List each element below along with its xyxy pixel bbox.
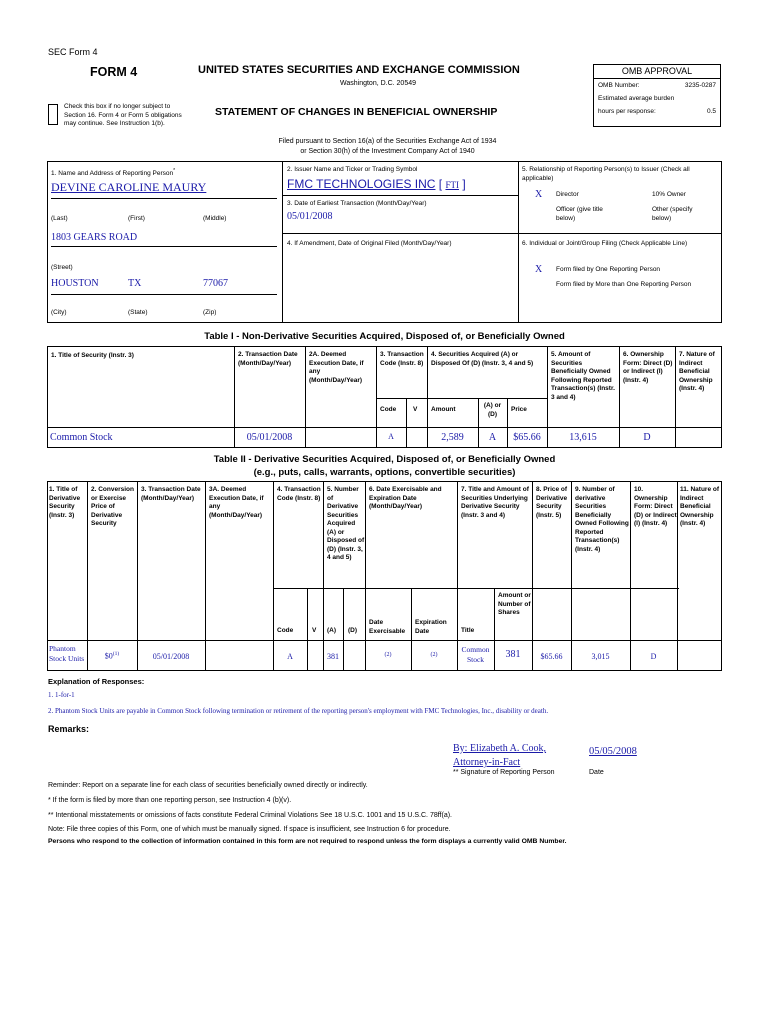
t2-row-exercisable: (2) bbox=[384, 652, 392, 658]
form-title: FORM 4 bbox=[90, 65, 138, 79]
signature-label: ** Signature of Reporting Person bbox=[453, 769, 555, 776]
reminder-text: Reminder: Report on a separate line for each class of securities beneficially owned directly or indirectly. bbox=[48, 782, 368, 789]
director-label: Director bbox=[556, 191, 579, 198]
t1-sub-code: Code bbox=[380, 406, 397, 413]
t1-h1: 1. Title of Security (Instr. 3) bbox=[51, 352, 134, 359]
t2-h9: 9. Number of derivative Securities Beneficially Owned Following Reported Transaction(s) (Instr. 4) bbox=[575, 486, 629, 553]
t2-h11: 11. Nature of Indirect Beneficial Ownership (Instr. 4) bbox=[680, 486, 720, 527]
t1-sub-aord: (A) or (D) bbox=[483, 402, 502, 418]
issuer-label: 2. Issuer Name and Ticker or Trading Symbol bbox=[287, 166, 418, 173]
t2-h10: 10. Ownership Form: Direct (D) or Indirect (I) (Instr. 4) bbox=[634, 486, 677, 527]
state-label: (State) bbox=[128, 309, 148, 316]
omb-hours-label: hours per response: bbox=[598, 108, 656, 115]
omb-hours: 0.5 bbox=[706, 108, 716, 115]
commission-title: UNITED STATES SECURITIES AND EXCHANGE COMMISSION bbox=[198, 64, 520, 76]
omb-approval-title: OMB APPROVAL bbox=[594, 65, 720, 79]
issuer-name: FMC TECHNOLOGIES INC [ FTI ] bbox=[287, 177, 466, 191]
t2-sub-expiration: Expiration Date bbox=[415, 619, 447, 635]
checkbox-instruction: Check this box if no longer subject to Section 16. Form 4 or Form 5 obligations may continue. See Instruction 1(b). bbox=[64, 103, 182, 127]
table2-title: Table II - Derivative Securities Acquired, Disposed of, or Beneficially Owned (e.g., puts, calls, warrants, options, convertible securities) bbox=[213, 454, 556, 478]
last-label: (Last) bbox=[51, 215, 68, 222]
explanation-item-1: 1. 1-for-1 bbox=[48, 691, 75, 699]
t1-h2a: 2A. Deemed Execution Date, if any (Month/Day/Year) bbox=[309, 351, 364, 384]
t2-row-date: 05/01/2008 bbox=[152, 652, 190, 661]
street-label: (Street) bbox=[51, 264, 73, 271]
t1-row-owned: 13,615 bbox=[569, 432, 597, 443]
t2-h3: 3. Transaction Date (Month/Day/Year) bbox=[141, 486, 201, 502]
middle-label: (Middle) bbox=[203, 215, 227, 222]
t2-row-conversion: $0$^{(1)}$ bbox=[104, 651, 120, 661]
zip: 77067 bbox=[203, 278, 228, 289]
t1-row-title: Common Stock bbox=[50, 432, 113, 443]
t2-h7: 7. Title and Amount of Securities Underlying Derivative Security (Instr. 3 and 4) bbox=[461, 486, 529, 519]
t2-h5: 5. Number of Derivative Securities Acquired (A) or Disposed of (D) (Instr. 3, 4 and 5) bbox=[327, 486, 365, 561]
one-person-label: Form filed by One Reporting Person bbox=[556, 266, 661, 273]
t2-sub-a: (A) bbox=[327, 627, 337, 634]
state: TX bbox=[128, 278, 142, 289]
t2-h3a: 3A. Deemed Execution Date, if any (Month/Day/Year) bbox=[209, 486, 264, 519]
t2-h4: 4. Transaction Code (Instr. 8) bbox=[277, 486, 321, 502]
t1-h3: 3. Transaction Code (Instr. 8) bbox=[380, 351, 424, 367]
signature-date: 05/05/2008 bbox=[589, 746, 637, 757]
t2-row-expiration: (2) bbox=[430, 652, 438, 658]
date-label: Date bbox=[589, 769, 604, 776]
t2-h2: 2. Conversion or Exercise Price of Derivative Security bbox=[91, 486, 134, 527]
t2-row-price: $65.66 bbox=[540, 652, 563, 661]
footnote-4: Persons who respond to the collection of information contained in this form are not required to respond unless the form displays a currently valid OMB Number. bbox=[48, 838, 567, 845]
t2-sub-d: (D) bbox=[348, 627, 358, 634]
one-person-mark[interactable]: X bbox=[535, 264, 543, 275]
t1-row-code: A bbox=[388, 432, 394, 441]
t1-row-form: D bbox=[643, 432, 651, 443]
omb-number-label: OMB Number: bbox=[598, 82, 640, 89]
omb-approval-box bbox=[593, 64, 721, 127]
t2-row-underlying-title: Common Stock bbox=[461, 645, 490, 664]
t2-row-owned: 3,015 bbox=[591, 652, 610, 661]
t1-h2: 2. Transaction Date (Month/Day/Year) bbox=[238, 351, 298, 367]
street-address: 1803 GEARS ROAD bbox=[51, 232, 138, 243]
more-person-label: Form filed by More than One Reporting Person bbox=[556, 281, 692, 288]
amendment-label: 4. If Amendment, Date of Original Filed (Month/Day/Year) bbox=[287, 240, 452, 247]
ten-percent-owner-label: 10% Owner bbox=[652, 191, 686, 198]
t1-h7: 7. Nature of Indirect Beneficial Ownership (Instr. 4) bbox=[679, 351, 715, 392]
t1-row-amount: 2,589 bbox=[441, 432, 464, 443]
footnote-1: * If the form is filed by more than one reporting person, see Instruction 4 (b)(v). bbox=[48, 797, 292, 804]
no-longer-subject-checkbox[interactable] bbox=[48, 104, 58, 125]
t2-row-code: A bbox=[287, 652, 293, 661]
t2-row-a: 381 bbox=[327, 652, 339, 661]
remarks-title: Remarks: bbox=[48, 724, 90, 734]
omb-burden-label: Estimated average burden bbox=[598, 95, 675, 102]
t2-sub-code: Code bbox=[277, 627, 294, 634]
sec-form-label: SEC Form 4 bbox=[48, 47, 98, 57]
t2-h6: 6. Date Exercisable and Expiration Date (Month/Day/Year) bbox=[369, 486, 442, 510]
t2-h8: 8. Price of Derivative Security (Instr. 5) bbox=[536, 486, 568, 519]
t1-h6: 6. Ownership Form: Direct (D) or Indirect (I) (Instr. 4) bbox=[623, 351, 673, 384]
t1-sub-amount: Amount bbox=[431, 406, 456, 413]
t1-row-aord: A bbox=[488, 432, 497, 443]
t2-row-underlying-amount: 381 bbox=[505, 649, 521, 660]
city: HOUSTON bbox=[51, 278, 99, 289]
explanation-item-2: 2. Phantom Stock Units are payable in Common Stock following termination or retirement of the reporting person's employment with FMC Technologies, Inc., disability or death. bbox=[48, 707, 549, 715]
t2-row-title: Phantom Stock Units bbox=[49, 644, 85, 663]
director-mark[interactable]: X bbox=[535, 189, 543, 200]
footnote-3: Note: File three copies of this Form, one of which must be manually signed. If space is insufficient, see Instruction 6 for procedure. bbox=[48, 826, 451, 833]
reporting-person-label: 1. Name and Address of Reporting Person* bbox=[51, 168, 176, 178]
officer-label: Officer (give title below) bbox=[556, 206, 603, 222]
t1-sub-v: V bbox=[413, 406, 418, 413]
t2-sub-exercisable: Date Exercisable bbox=[369, 619, 406, 635]
t2-h1: 1. Title of Derivative Security (Instr. 3) bbox=[49, 486, 81, 519]
zip-label: (Zip) bbox=[203, 309, 217, 316]
filed-pursuant-text: Filed pursuant to Section 16(a) of the Securities Exchange Act of 1934 or Section 30(h) of the Investment Company Act of 1940 bbox=[278, 138, 497, 155]
t1-h4: 4. Securities Acquired (A) or Disposed Of (D) (Instr. 3, 4 and 5) bbox=[431, 351, 534, 367]
first-label: (First) bbox=[128, 215, 145, 222]
t2-sub-title: Title bbox=[461, 627, 475, 634]
t1-sub-price: Price bbox=[511, 406, 527, 413]
omb-number: 3235-0287 bbox=[684, 82, 716, 89]
other-label: Other (specify below) bbox=[652, 206, 693, 222]
table1-title: Table I - Non-Derivative Securities Acquired, Disposed of, or Beneficially Owned bbox=[204, 331, 565, 342]
earliest-date: 05/01/2008 bbox=[287, 211, 333, 222]
city-label: (City) bbox=[51, 309, 67, 316]
joint-filing-label: 6. Individual or Joint/Group Filing (Check Applicable Line) bbox=[522, 240, 688, 247]
commission-location: Washington, D.C. 20549 bbox=[340, 80, 417, 87]
statement-title: STATEMENT OF CHANGES IN BENEFICIAL OWNERSHIP bbox=[215, 106, 498, 118]
footnote-2: ** Intentional misstatements or omissions of facts constitute Federal Criminal Violations See 18 U.S.C. 1001 and 15 U.S.C. 78ff(a). bbox=[48, 812, 452, 819]
t2-sub-v: V bbox=[312, 627, 317, 634]
signature: By: Elizabeth A. Cook, Attorney-in-Fact bbox=[453, 743, 547, 768]
t1-row-date: 05/01/2008 bbox=[246, 432, 293, 443]
explanation-title: Explanation of Responses: bbox=[48, 677, 145, 686]
reporting-person-name: DEVINE CAROLINE MAURY bbox=[51, 180, 207, 194]
earliest-date-label: 3. Date of Earliest Transaction (Month/Day/Year) bbox=[287, 200, 427, 207]
t1-row-price: $65.66 bbox=[513, 432, 541, 443]
t2-sub-amount: Amount or Number of Shares bbox=[498, 592, 531, 616]
relationship-label: 5. Relationship of Reporting Person(s) to Issuer (Check all applicable) bbox=[522, 166, 690, 182]
t2-row-form: D bbox=[650, 652, 657, 661]
t1-h5: 5. Amount of Securities Beneficially Owned Following Reported Transaction(s) (Instr. 3 and 4) bbox=[551, 351, 615, 401]
